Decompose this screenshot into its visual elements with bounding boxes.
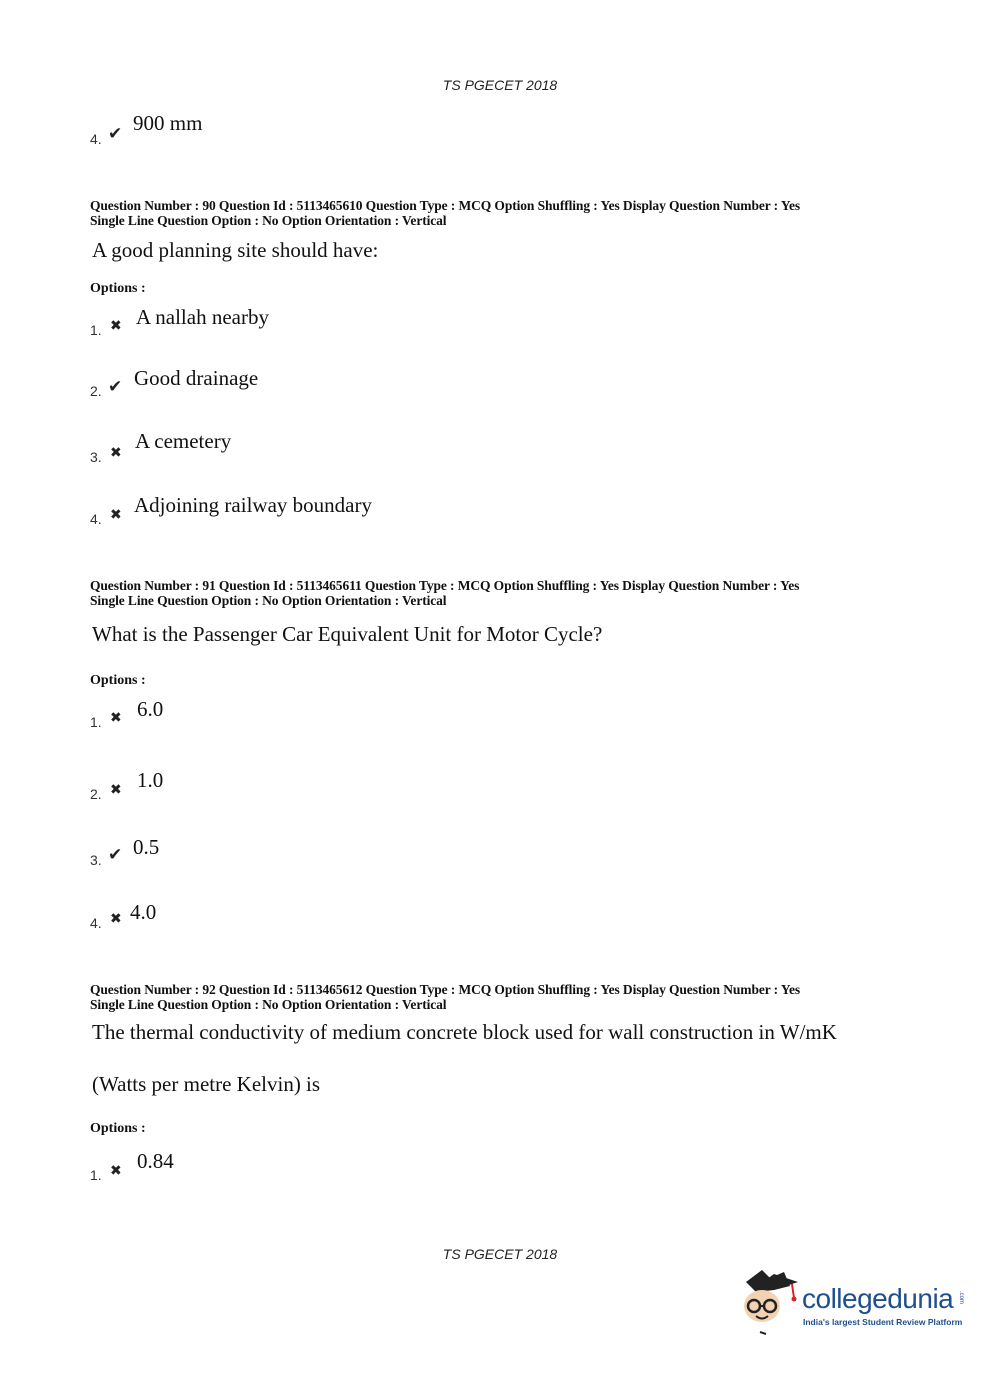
correct-check-icon: ✔ <box>108 845 123 864</box>
option-text: Good drainage <box>134 366 259 390</box>
wrong-cross-icon: ✖ <box>110 446 122 461</box>
option-text: 0.84 <box>137 1149 174 1173</box>
option-text: 6.0 <box>137 697 164 721</box>
question-meta-line1: Question Number : 92 Question Id : 5113465612 Question Type : MCQ Option Shuffling : Yes Display Question Number : Yes <box>90 982 801 997</box>
option-number: 1. <box>90 714 102 730</box>
prev-option-number: 4. <box>90 131 102 147</box>
question-meta-line2: Single Line Question Option : No Option Orientation : Vertical <box>90 997 447 1012</box>
prev-option-text: 900 mm <box>133 111 203 135</box>
options-label: Options : <box>90 281 146 296</box>
wrong-cross-icon: ✖ <box>110 508 122 523</box>
correct-check-icon: ✔ <box>108 124 123 143</box>
wrong-cross-icon: ✖ <box>110 1164 122 1179</box>
option-number: 3. <box>90 449 102 465</box>
option-text: 1.0 <box>137 768 164 792</box>
question-meta-line1: Question Number : 91 Question Id : 5113465611 Question Type : MCQ Option Shuffling : Yes Display Question Number : Yes <box>90 578 800 593</box>
option-text: Adjoining railway boundary <box>134 493 372 517</box>
question-meta-line2: Single Line Question Option : No Option Orientation : Vertical <box>90 213 447 228</box>
question-text: What is the Passenger Car Equivalent Unit for Motor Cycle? <box>92 622 603 646</box>
question-text: The thermal conductivity of medium concrete block used for wall construction in W/mK <box>92 1020 837 1044</box>
option-number: 1. <box>90 1167 102 1183</box>
options-label: Options : <box>90 673 146 688</box>
question-meta-line2: Single Line Question Option : No Option Orientation : Vertical <box>90 593 447 608</box>
option-text: A nallah nearby <box>136 305 269 329</box>
logo-wordmark: collegedunia <box>802 1283 954 1314</box>
question-text: A good planning site should have: <box>92 238 379 262</box>
option-number: 1. <box>90 322 102 338</box>
question-meta-line1: Question Number : 90 Question Id : 5113465610 Question Type : MCQ Option Shuffling : Yes Display Question Number : Yes <box>90 198 801 213</box>
question-text-continued: (Watts per metre Kelvin) is <box>92 1072 321 1096</box>
option-number: 2. <box>90 786 102 802</box>
option-number: 3. <box>90 852 102 868</box>
options-label: Options : <box>90 1121 146 1136</box>
wrong-cross-icon: ✖ <box>110 912 122 927</box>
option-text: 0.5 <box>133 835 160 859</box>
option-number: 2. <box>90 383 102 399</box>
page-footer: TS PGECET 2018 <box>442 1246 558 1262</box>
wrong-cross-icon: ✖ <box>110 783 122 798</box>
option-text: A cemetery <box>135 429 232 453</box>
collegedunia-mascot-icon <box>740 1268 802 1340</box>
wrong-cross-icon: ✖ <box>110 319 122 334</box>
option-text: 4.0 <box>130 900 157 924</box>
correct-check-icon: ✔ <box>108 377 123 396</box>
option-number: 4. <box>90 915 102 931</box>
logo-tagline: India's largest Student Review Platform <box>803 1317 963 1327</box>
wrong-cross-icon: ✖ <box>110 711 122 726</box>
page-header: TS PGECET 2018 <box>442 77 558 93</box>
option-number: 4. <box>90 511 102 527</box>
logo-domain-suffix: .com <box>958 1291 964 1305</box>
